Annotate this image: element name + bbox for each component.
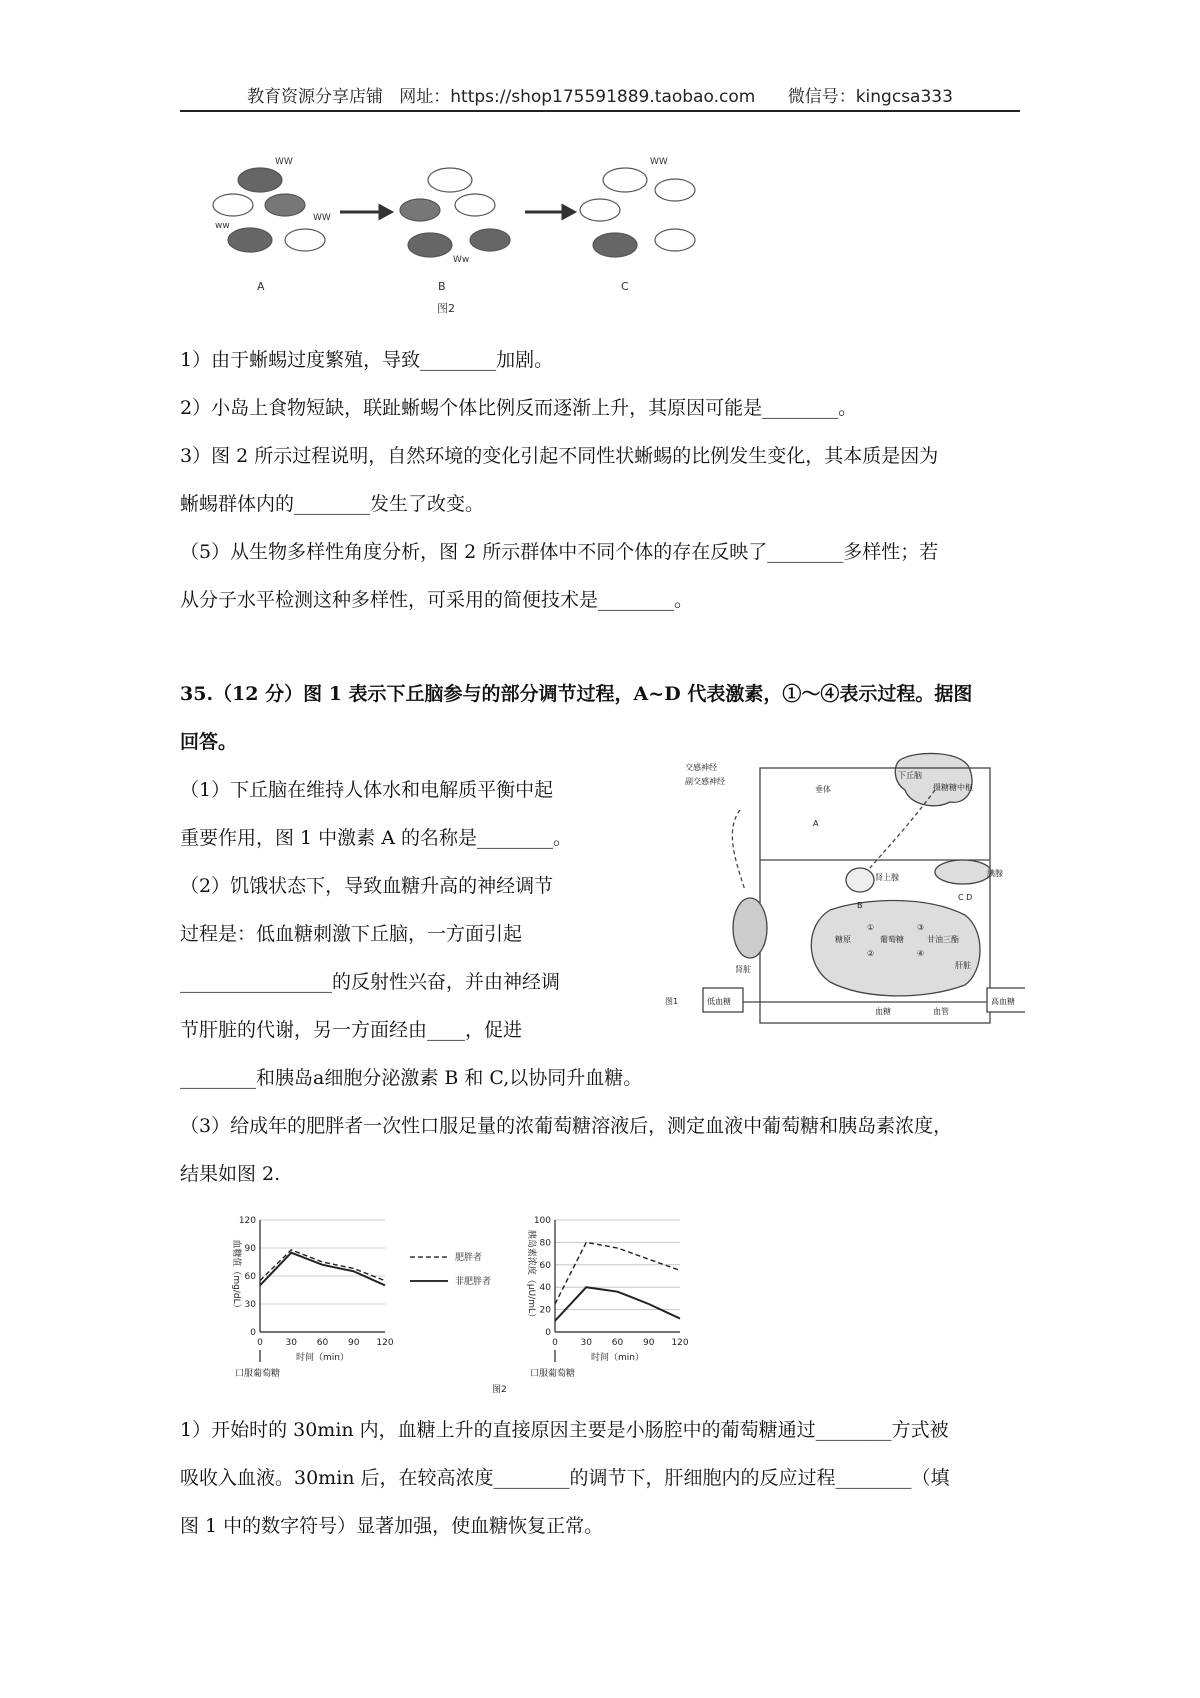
x-tick-label: 60 [316, 1338, 329, 1348]
x-tick-label: 120 [671, 1338, 689, 1348]
legend-dashed-label: 肥胖者 [455, 1253, 483, 1263]
x-tick-label: 30 [285, 1338, 297, 1348]
label-step-4: ④ [917, 949, 925, 958]
hypothalamus-diagram [665, 750, 1025, 1025]
label-blood-glucose: 血糖 [875, 1007, 891, 1016]
figure-caption: 图2 [437, 302, 455, 315]
question-line: （2）饥饿状态下，导致血糖升高的神经调节 [180, 875, 554, 897]
question-line: 3）图 2 所示过程说明，自然环境的变化引起不同性状蜥蜴的比例发生变化，其本质是因为 [180, 445, 939, 467]
question-line: 图 1 中的数字符号）显著加强，使血糖恢复正常。 [180, 1515, 604, 1537]
x-tick-label: 90 [348, 1338, 360, 1348]
question-title: 35.（12 分）图 1 表示下丘脑参与的部分调节过程，A~D 代表激素，①～④表示过程。据图 [180, 683, 973, 705]
header-rule [180, 110, 1020, 112]
label-hormone-cd: C D [958, 893, 973, 902]
annotation-oral-glucose: 口服葡萄糖 [235, 1369, 281, 1379]
page-header: 教育资源分享店铺 网址：https://shop175591889.taobao.com 微信号：kingcsa333 [247, 87, 953, 107]
x-tick-label: 0 [257, 1338, 263, 1348]
label-hormone-b: B [857, 901, 863, 910]
lizard-figure [205, 150, 725, 330]
legend-solid-label: 非肥胖者 [455, 1277, 492, 1287]
question-line: （5）从生物多样性角度分析，图 2 所示群体中不同个体的存在反映了________多样性；若 [180, 541, 939, 563]
question-line: ________和胰岛a细胞分泌激素 B 和 C,以协同升血糖。 [180, 1067, 643, 1089]
question-line: （3）给成年的肥胖者一次性口服足量的浓葡萄糖溶液后，测定血液中葡萄糖和胰岛素浓度， [180, 1115, 953, 1137]
label-glucose: 葡萄糖 [880, 935, 904, 944]
question-line: 重要作用，图 1 中激素 A 的名称是________。 [180, 827, 572, 849]
genotype-tag: ww [215, 221, 230, 231]
x-axis-label: 时间（min） [296, 1353, 349, 1363]
label-pancreas: 胰腺 [987, 869, 1003, 878]
y-tick-label: 60 [244, 1272, 256, 1282]
label-hypothalamus: 下丘脑 [898, 771, 922, 780]
y-tick-label: 90 [244, 1244, 256, 1254]
question-line: （1）下丘脑在维持人体水和电解质平衡中起 [180, 779, 554, 801]
genotype-tag: Ww [453, 255, 470, 265]
figure-label-c: C [621, 280, 629, 293]
x-tick-label: 120 [376, 1338, 394, 1348]
label-high-glucose: 高血糖 [991, 997, 1015, 1006]
y-tick-label: 20 [539, 1305, 551, 1316]
y-axis-label: 胰岛素浓度（μU/mL） [526, 1229, 536, 1323]
y-tick-label: 100 [533, 1216, 551, 1226]
series-line-non-obese [555, 1287, 680, 1321]
x-tick-label: 90 [643, 1338, 655, 1348]
x-tick-label: 30 [580, 1338, 592, 1348]
question-line: 蜥蜴群体内的________发生了改变。 [180, 493, 485, 515]
x-axis-label: 时间（min） [591, 1353, 644, 1363]
label-sympathetic: 交感神经 [685, 763, 717, 772]
figure-label-a: A [257, 280, 265, 293]
y-tick-label: 0 [545, 1328, 551, 1338]
y-axis-label: 血糖值（mg/dL） [231, 1239, 241, 1313]
y-tick-label: 40 [539, 1283, 551, 1294]
label-step-1: ① [867, 923, 875, 932]
y-tick-label: 0 [250, 1328, 256, 1338]
question-line: ________________的反射性兴奋，并由神经调 [180, 971, 561, 993]
label-parasympathetic: 副交感神经 [685, 777, 725, 786]
label-hormone-a: A [813, 819, 819, 828]
question-line: 1）由于蜥蜴过度繁殖，导致________加剧。 [180, 349, 554, 371]
genotype-tag: WW [650, 157, 668, 167]
question-line: 结果如图 2. [180, 1163, 281, 1185]
annotation-oral-glucose: 口服葡萄糖 [530, 1369, 576, 1379]
genotype-tag: WW [313, 213, 331, 223]
question-line: 1）开始时的 30min 内，血糖上升的直接原因主要是小肠腔中的葡萄糖通过________方式被 [180, 1419, 949, 1441]
label-triglyceride: 甘油三酯 [927, 935, 959, 944]
figure2-caption: 图2 [492, 1385, 507, 1395]
label-center: 摄糖糖中枢 [933, 783, 973, 792]
label-kidney: 肾脏 [735, 965, 751, 974]
label-adrenal: 肾上腺 [875, 873, 899, 882]
label-glycogen: 糖原 [835, 935, 851, 944]
question-line: 从分子水平检测这种多样性，可采用的简便技术是________。 [180, 589, 694, 611]
series-line-non-obese [260, 1253, 385, 1286]
label-vessel: 血管 [933, 1007, 949, 1016]
genotype-tag: WW [275, 157, 293, 167]
x-tick-label: 60 [611, 1338, 624, 1348]
glucose-insulin-figure [230, 1200, 790, 1400]
question-line: 2）小岛上食物短缺，联趾蜥蜴个体比例反而逐渐上升，其原因可能是________。 [180, 397, 858, 419]
y-tick-label: 60 [539, 1260, 551, 1271]
label-step-3: ③ [917, 923, 925, 932]
question-line: 吸收入血液。30min 后，在较高浓度________的调节下，肝细胞内的反应过程________（填 [180, 1467, 950, 1489]
label-figure1: 图1 [665, 997, 679, 1006]
question-line: 过程是：低血糖刺激下丘脑，一方面引起 [180, 923, 523, 945]
label-low-glucose: 低血糖 [707, 997, 731, 1006]
y-tick-label: 120 [238, 1216, 256, 1226]
y-tick-label: 80 [539, 1238, 551, 1249]
figure-label-b: B [438, 280, 446, 293]
question-title: 回答。 [180, 731, 238, 753]
y-tick-label: 30 [244, 1300, 256, 1310]
label-liver: 肝脏 [955, 961, 971, 970]
label-step-2: ② [867, 949, 875, 958]
series-line-obese [555, 1242, 680, 1304]
question-line: 节肝脏的代谢，另一方面经由____，促进 [180, 1019, 523, 1041]
charts-svg [230, 1200, 790, 1400]
x-tick-label: 0 [552, 1338, 558, 1348]
label-pituitary: 垂体 [815, 785, 831, 794]
